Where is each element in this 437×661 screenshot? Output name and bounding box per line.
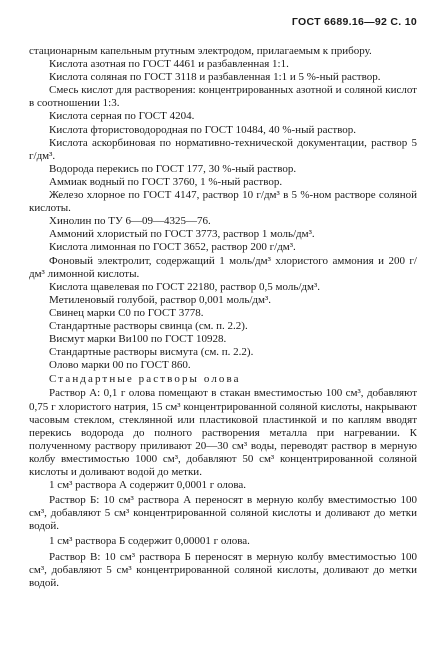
section-title: Стандартные растворы олова xyxy=(49,373,241,386)
paragraph: Смесь кислот для растворения: концентрированных азотной и соляной кислот в соотношении 1:3. xyxy=(29,84,417,110)
paragraph: Кислота лимонная по ГОСТ 3652, раствор 200 г/дм³. xyxy=(49,241,296,254)
paragraph: Кислота серная по ГОСТ 4204. xyxy=(49,110,195,123)
paragraph: Кислота фтористоводородная по ГОСТ 10484, 40 %-ный раствор. xyxy=(49,123,357,136)
paragraph: Железо хлорное по ГОСТ 4147, раствор 10 г/дм³ в 5 %-ном растворе соляной кислоты. xyxy=(29,189,417,215)
paragraph: Раствор Б: 10 см³ раствора А переносят в мерную колбу вместимостью 100 см³, добавляют 5 см³ концентрированной соляной кислоты и доливают до метки водой. xyxy=(29,494,417,533)
paragraph: Аммиак водный по ГОСТ 3760, 1 %-ный раствор. xyxy=(49,175,283,188)
paragraph: Висмут марки Ви100 по ГОСТ 10928. xyxy=(49,333,227,346)
paragraph: Стандартные растворы свинца (см. п. 2.2). xyxy=(49,319,248,332)
paragraph: Кислота соляная по ГОСТ 3118 и разбавленная 1:1 и 5 %-ный раствор. xyxy=(49,71,381,84)
document-body xyxy=(29,45,417,590)
paragraph: Аммоний хлористый по ГОСТ 3773, раствор 1 моль/дм³. xyxy=(49,228,315,241)
paragraph: Кислота аскорбиновая по нормативно-технической документации, раствор 5 г/дм³. xyxy=(29,136,417,162)
paragraph: Кислота азотная по ГОСТ 4461 и разбавленная 1:1. xyxy=(49,58,289,71)
paragraph: Олово марки 00 по ГОСТ 860. xyxy=(49,359,191,372)
paragraph: Раствор В: 10 см³ раствора Б переносят в мерную колбу вместимостью 100 см³, добавляют 5 см³ концентрированной соляной кислоты, доливают до метки водой. xyxy=(29,550,417,589)
paragraph: 1 см³ раствора А содержит 0,0001 г олова. xyxy=(49,479,247,492)
paragraph: 1 см³ раствора Б содержит 0,00001 г олова. xyxy=(49,535,250,548)
paragraph: Кислота щавелевая по ГОСТ 22180, раствор 0,5 моль/дм³. xyxy=(49,280,321,293)
paragraph: Хинолин по ТУ 6—09—4325—76. xyxy=(49,215,211,228)
paragraph: стационарным капельным ртутным электродом, прилагаемым к прибору. xyxy=(29,45,372,57)
page-header: ГОСТ 6689.16—92 С. 10 xyxy=(291,16,417,28)
paragraph: Свинец марки С0 по ГОСТ 3778. xyxy=(49,306,204,319)
paragraph: Раствор А: 0,1 г олова помещают в стакан вместимостью 100 см³, добавляют 0,75 г хлористого натрия, 15 см³ концентрированной соляной кислоты, накрывают часовым стеклом, стеклянной или пластиковой пластинкой и по каплям вводят перекись водорода до полного растворения металла при нагревании. К полученному раствору приливают 20—30 см³ воды, переводят раствор в мерную колбу вместимостью 1000 см³, добавляют 50 см³ концентрированной соляной кислоты и доливают водой до метки. xyxy=(29,387,417,478)
paragraph: Стандартные растворы висмута (см. п. 2.2). xyxy=(49,346,254,359)
paragraph: Фоновый электролит, содержащий 1 моль/дм³ хлористого аммония и 200 г/дм³ лимонной кислоты. xyxy=(29,254,417,280)
paragraph: Метиленовый голубой, раствор 0,001 моль/дм³. xyxy=(49,293,272,306)
paragraph: Водорода перекись по ГОСТ 177, 30 %-ный раствор. xyxy=(49,162,297,175)
